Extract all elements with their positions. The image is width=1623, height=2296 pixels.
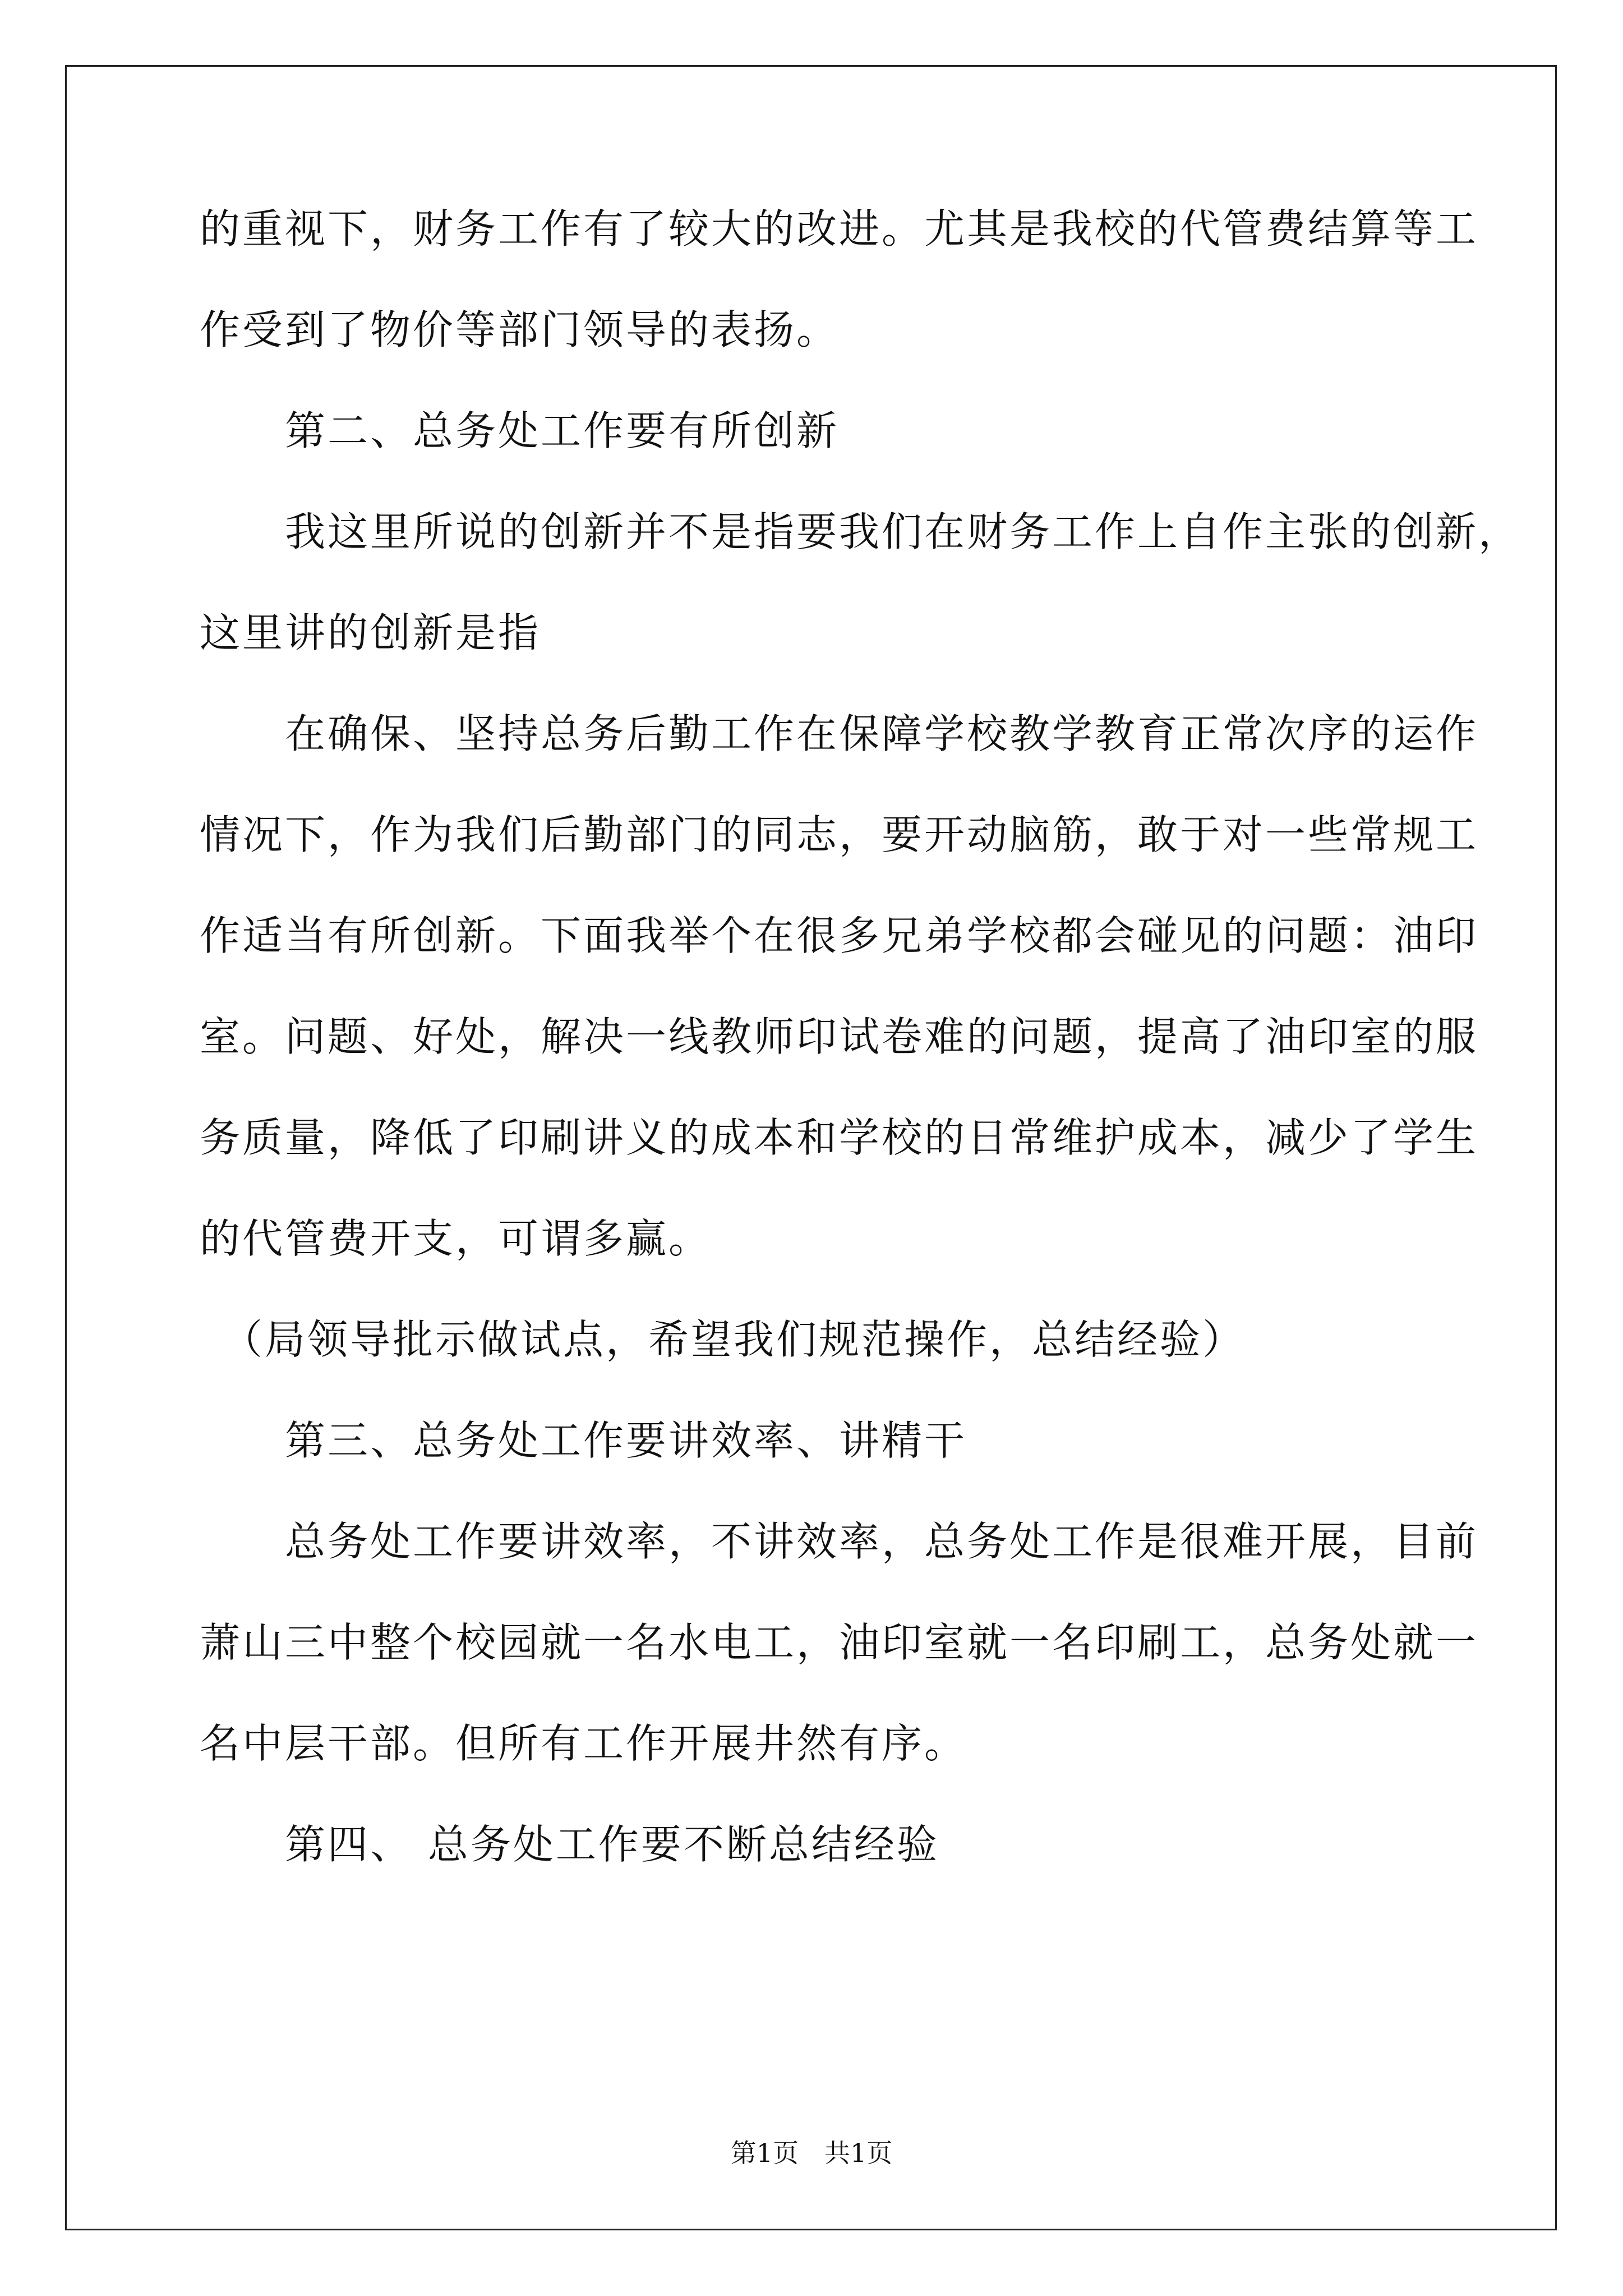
text-line: 室。问题、好处，解决一线教师印试卷难的问题，提高了油印室的服 [200,1013,1479,1060]
text-line: 萧山三中整个校园就一名水电工，油印室就一名印刷工，总务处就一 [200,1619,1479,1666]
section-heading: 第三、总务处工作要讲效率、讲精干 [200,1417,967,1464]
text-line: 名中层干部。但所有工作开展井然有序。 [200,1720,967,1767]
section-heading: 第四、 总务处工作要不断总结经验 [200,1821,939,1868]
text-line: 的重视下，财务工作有了较大的改进。尤其是我校的代管费结算等工 [200,205,1479,252]
document-body [200,202,1521,1871]
text-line: 情况下，作为我们后勤部门的同志，要开动脑筋，敢于对一些常规工 [200,811,1479,858]
text-line: 在确保、坚持总务后勤工作在保障学校教学教育正常次序的运作 [200,710,1479,757]
text-line: 总务处工作要讲效率，不讲效率，总务处工作是很难开展，目前 [200,1518,1479,1565]
text-line: 的代管费开支，可谓多赢。 [200,1215,712,1262]
text-line: 务质量，降低了印刷讲义的成本和学校的日常维护成本，减少了学生 [200,1114,1479,1161]
text-line: 我这里所说的创新并不是指要我们在财务工作上自作主张的创新， [200,508,1521,555]
text-line: 作受到了物价等部门领导的表扬。 [200,306,840,353]
text-line: （局领导批示做试点，希望我们规范操作，总结经验） [200,1316,1246,1363]
page-number-footer: 第1页 共1页 [730,2138,893,2168]
text-line: 这里讲的创新是指 [200,609,541,656]
section-heading: 第二、总务处工作要有所创新 [200,407,840,454]
text-line: 作适当有所创新。下面我举个在很多兄弟学校都会碰见的问题：油印 [200,912,1479,959]
